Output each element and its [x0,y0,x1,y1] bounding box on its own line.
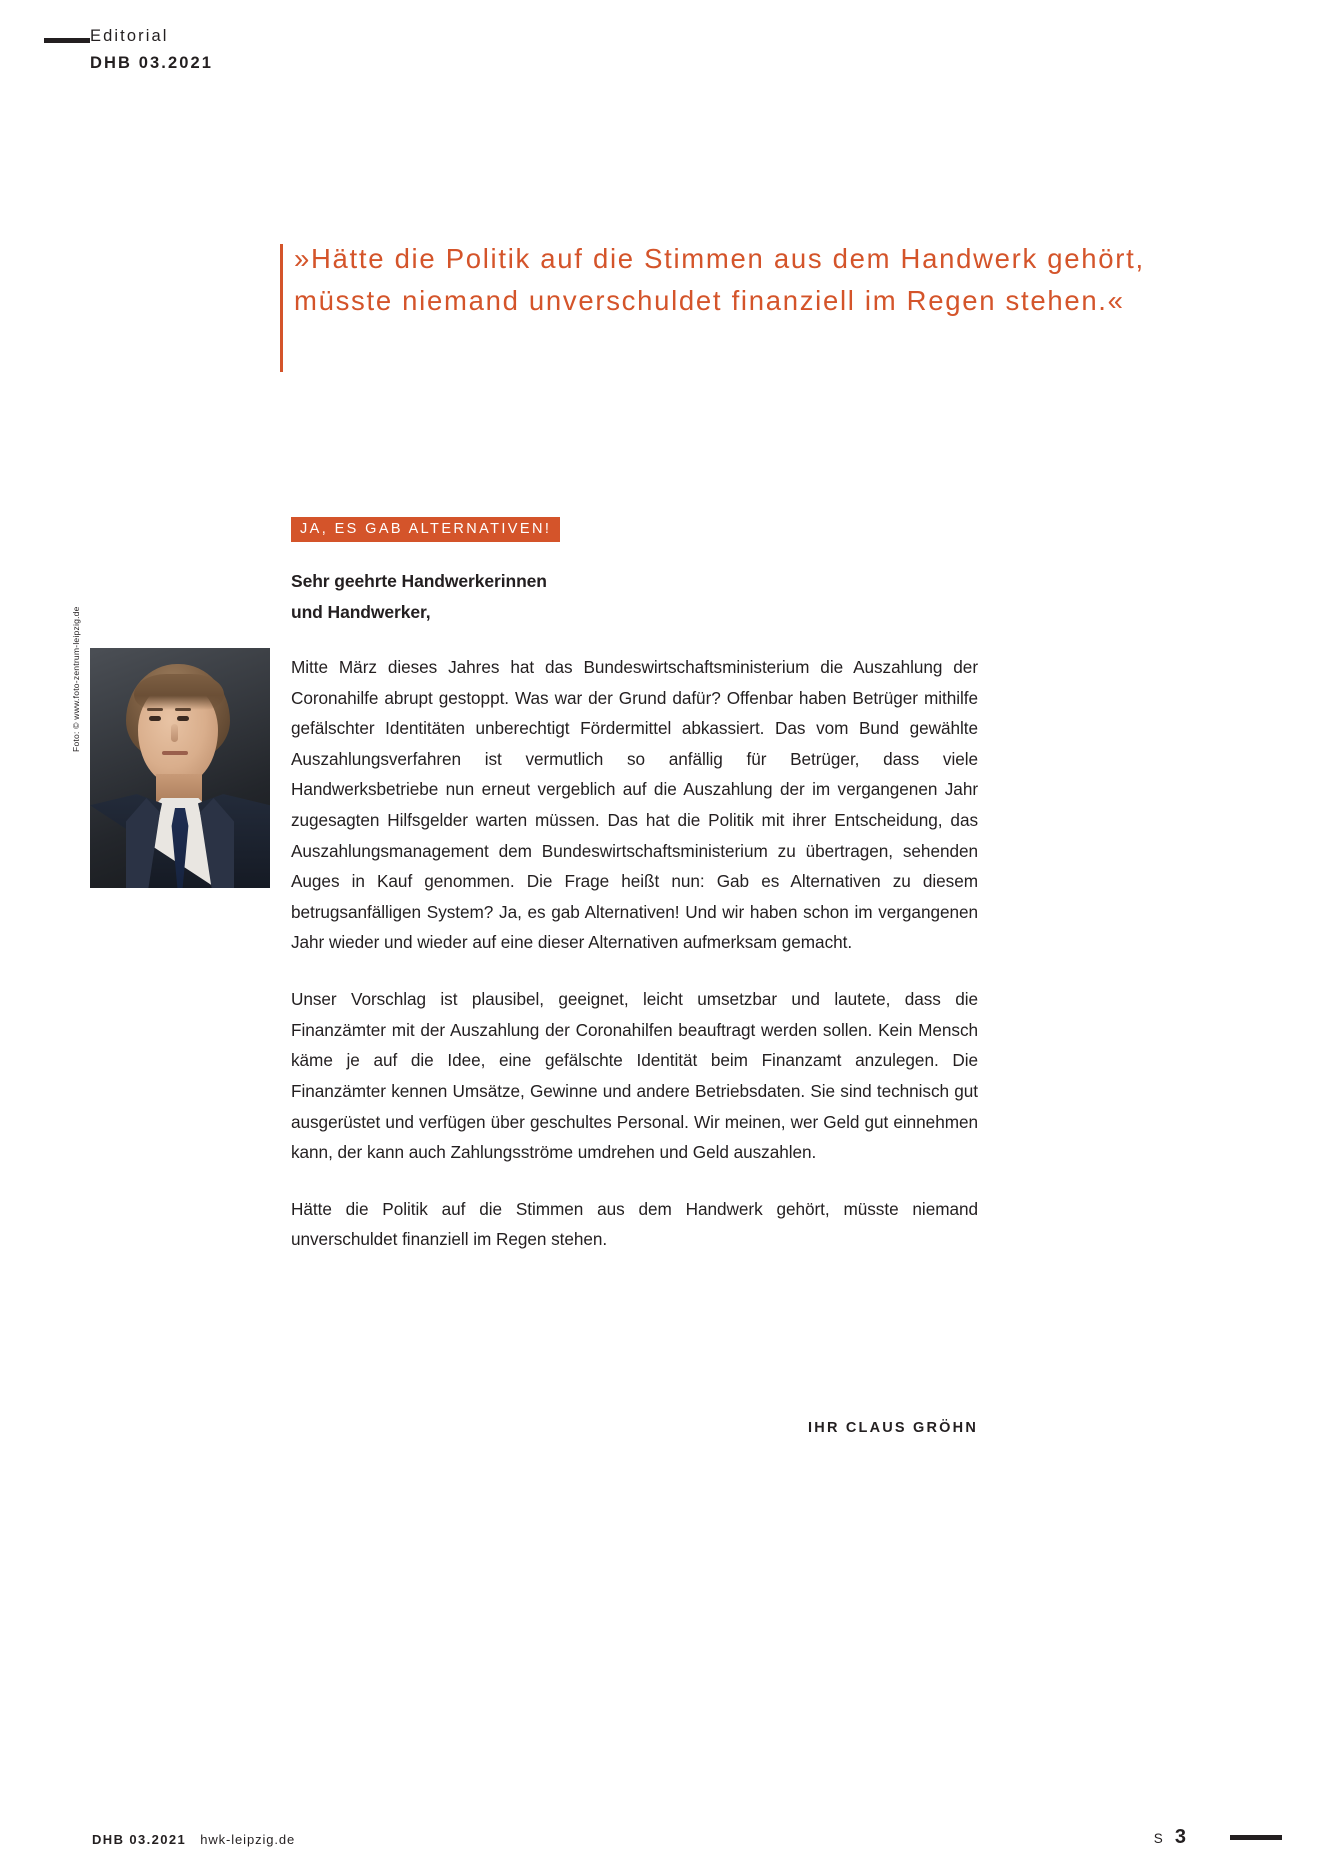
salutation [291,566,991,627]
footer-left [92,1832,295,1847]
portrait-nose [171,724,178,742]
footer-page-prefix: S [1153,1831,1164,1846]
header-rule [44,38,90,43]
header-issue: DHB 03.2021 [90,53,214,72]
body-paragraph-1: Mitte März dieses Jahres hat das Bundeswirtschaftsministerium die Auszahlung der Coronahilfe abrupt gestoppt. Was war der Grund dafür? Offenbar haben Betrüger mithilfe gefälschter Identitäten unberechtigt Fördermittel abkassiert. Das vom Bund gewählte Auszahlungsverfahren ist vermutlich so anfällig für Betrüger, dass viele Handwerksbetriebe nun erneut vergeblich auf die Auszahlung der im vergangenen Jahr zugesagten Hilfsgelder warten müssen. Das hat die Politik mit ihrer Entscheidung, das Auszahlungsmanagement dem Bundeswirtschaftsministerium zu übertragen, sehenden Auges in Kauf genommen. Die Frage heißt nun: Gab es Alternativen zu diesem betrugsanfälligen System? Ja, es gab Alternativen! Und wir haben schon im vergangenen Jahr wieder und wieder auf eine dieser Alternativen aufmerksam gemacht. [291,657,978,953]
pull-quote-accent-bar [280,244,283,372]
portrait-photo [90,648,270,888]
portrait-fringe [134,674,224,710]
section-tagline: JA, ES GAB ALTERNATIVEN! [291,517,560,542]
header [90,25,213,76]
photo-credit: Foto: © www.foto-zentrum-leipzig.de [71,606,81,752]
header-kicker: Editorial [90,27,169,45]
footer-page-number: 3 [1174,1826,1186,1848]
portrait-illustration [90,648,270,888]
salutation-line-1: Sehr geehrte Handwerkerinnen [291,571,547,591]
pull-quote-text: »Hätte die Politik auf die Stimmen aus dem Handwerk gehört, müsste niemand unverschuldet finanziell im Regen stehen.« [294,243,1145,316]
portrait-mouth [162,751,188,755]
footer-dash-rule [1230,1835,1282,1840]
author-signature: IHR CLAUS GRÖHN [808,1420,978,1436]
portrait-brow-right [175,708,191,711]
body-paragraph-2: Unser Vorschlag ist plausibel, geeignet, leicht umsetzbar und lautete, dass die Finanzämter mit der Auszahlung der Coronahilfen beauftragt werden sollen. Kein Mensch käme je auf die Idee, eine gefälschte Identität beim Finanzamt anzulegen. Die Finanzämter kennen Umsätze, Gewinne und andere Betriebsdaten. Sie sind technisch gut ausgerüstet und verfügen über geschultes Personal. Wir meinen, wer Geld gut einnehmen kann, der kann auch Zahlungsströme umdrehen und Geld auszahlen. [291,989,978,1163]
salutation-line-2: und Handwerker, [291,601,431,622]
portrait-eye-left [149,716,161,721]
portrait-brow-left [147,708,163,711]
footer-issue: DHB 03.2021 [92,1832,187,1847]
footer-page [1154,1826,1186,1849]
portrait-eye-right [177,716,189,721]
article-body [291,652,978,1255]
pull-quote [280,238,1160,322]
body-paragraph-3: Hätte die Politik auf die Stimmen aus dem Handwerk gehört, müsste niemand unverschuldet finanziell im Regen stehen. [291,1198,978,1250]
footer-url: hwk-leipzig.de [200,1832,296,1847]
